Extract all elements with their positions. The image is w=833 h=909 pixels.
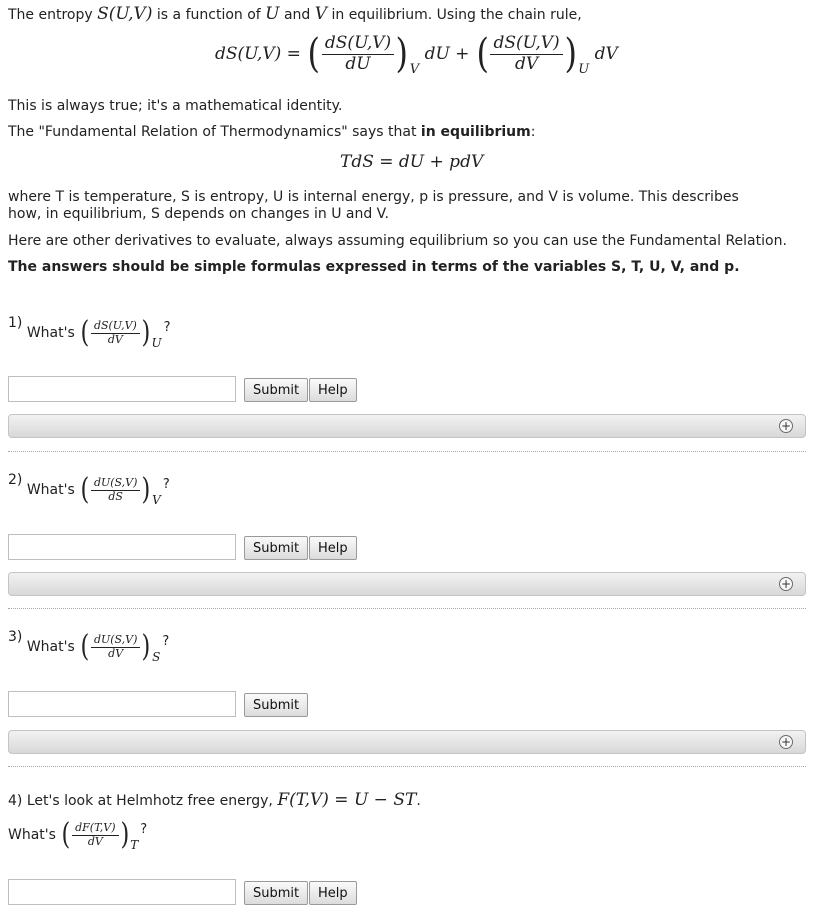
plus-circle-icon[interactable]: +	[780, 577, 792, 591]
question-2-help-button[interactable]: Help	[309, 536, 357, 560]
question-4-fraction: $\frac{dF(T,V)}{dV}$	[72, 822, 118, 848]
where-text: where T is temperature, S is entropy, U is internal energy, p is pressure, and V is volume. This describes how, in equilibrium, S depends on changes in U and V.	[8, 189, 739, 222]
divider	[8, 451, 806, 452]
fundamental-text: The "Fundamental Relation of Thermodynamics" says that in equilibrium:	[8, 124, 536, 140]
question-1-submit-button[interactable]: Submit	[244, 378, 308, 402]
question-1-expand-bar[interactable]	[8, 414, 806, 438]
question-2-fraction: $\frac{dU(S,V)}{dS}$	[91, 477, 140, 503]
question-2-prompt: 2) What's ( $\frac{dU(S,V)}{dS}$ )V?	[8, 472, 170, 507]
question-4-submit-button[interactable]: Submit	[244, 881, 308, 905]
question-1-fraction: $\frac{dS(U,V)}{dV}$	[91, 320, 140, 346]
question-3-fraction: $\frac{dU(S,V)}{dV}$	[91, 634, 140, 660]
question-1-help-button[interactable]: Help	[309, 378, 357, 402]
question-4-answer-input[interactable]	[8, 879, 236, 905]
question-2-submit-button[interactable]: Submit	[244, 536, 308, 560]
plus-circle-icon[interactable]: +	[780, 735, 792, 749]
chain-frac-2: $\frac{dS(U,V)}{dV}$	[490, 34, 562, 74]
question-3-expand-bar[interactable]	[8, 730, 806, 754]
other-derivatives-text: Here are other derivatives to evaluate, always assuming equilibrium so you can use the Fundamental Relation.	[8, 233, 787, 249]
identity-text: This is always true; it's a mathematical identity.	[8, 98, 343, 114]
chain-frac-1: $\frac{dS(U,V)}{dU}$	[322, 34, 394, 74]
question-4-intro: 4) Let's look at Helmhotz free energy, F(T,V) = U − ST.	[8, 790, 421, 810]
intro-line-1: The entropy S(U,V) is a function of U and V in equilibrium. Using the chain rule,	[8, 4, 582, 24]
question-2-expand-bar[interactable]	[8, 572, 806, 596]
question-3-answer-input[interactable]	[8, 691, 236, 717]
question-4-help-button[interactable]: Help	[309, 881, 357, 905]
chain-rule-equation: dS(U,V) = ( $\frac{dS(U,V)}{dU}$ ) $_V$ dU + ( $\frac{dS(U,V)}{dV}$ ) $_U$ dV	[215, 31, 618, 78]
question-3-submit-button[interactable]: Submit	[244, 693, 308, 717]
question-2-answer-input[interactable]	[8, 534, 236, 560]
question-1-answer-input[interactable]	[8, 376, 236, 402]
divider	[8, 766, 806, 767]
plus-circle-icon[interactable]: +	[780, 419, 792, 433]
question-3-prompt: 3) What's ( $\frac{dU(S,V)}{dV}$ )S?	[8, 629, 170, 664]
question-1-prompt: 1) What's ( $\frac{dS(U,V)}{dV}$ )U?	[8, 315, 171, 350]
answers-note: The answers should be simple formulas expressed in terms of the variables S, T, U, V, and p.	[8, 259, 740, 275]
fundamental-equation: TdS = dU + pdV	[340, 152, 484, 172]
divider	[8, 608, 806, 609]
question-4-prompt: What's ( $\frac{dF(T,V)}{dV}$ )T?	[8, 817, 148, 852]
